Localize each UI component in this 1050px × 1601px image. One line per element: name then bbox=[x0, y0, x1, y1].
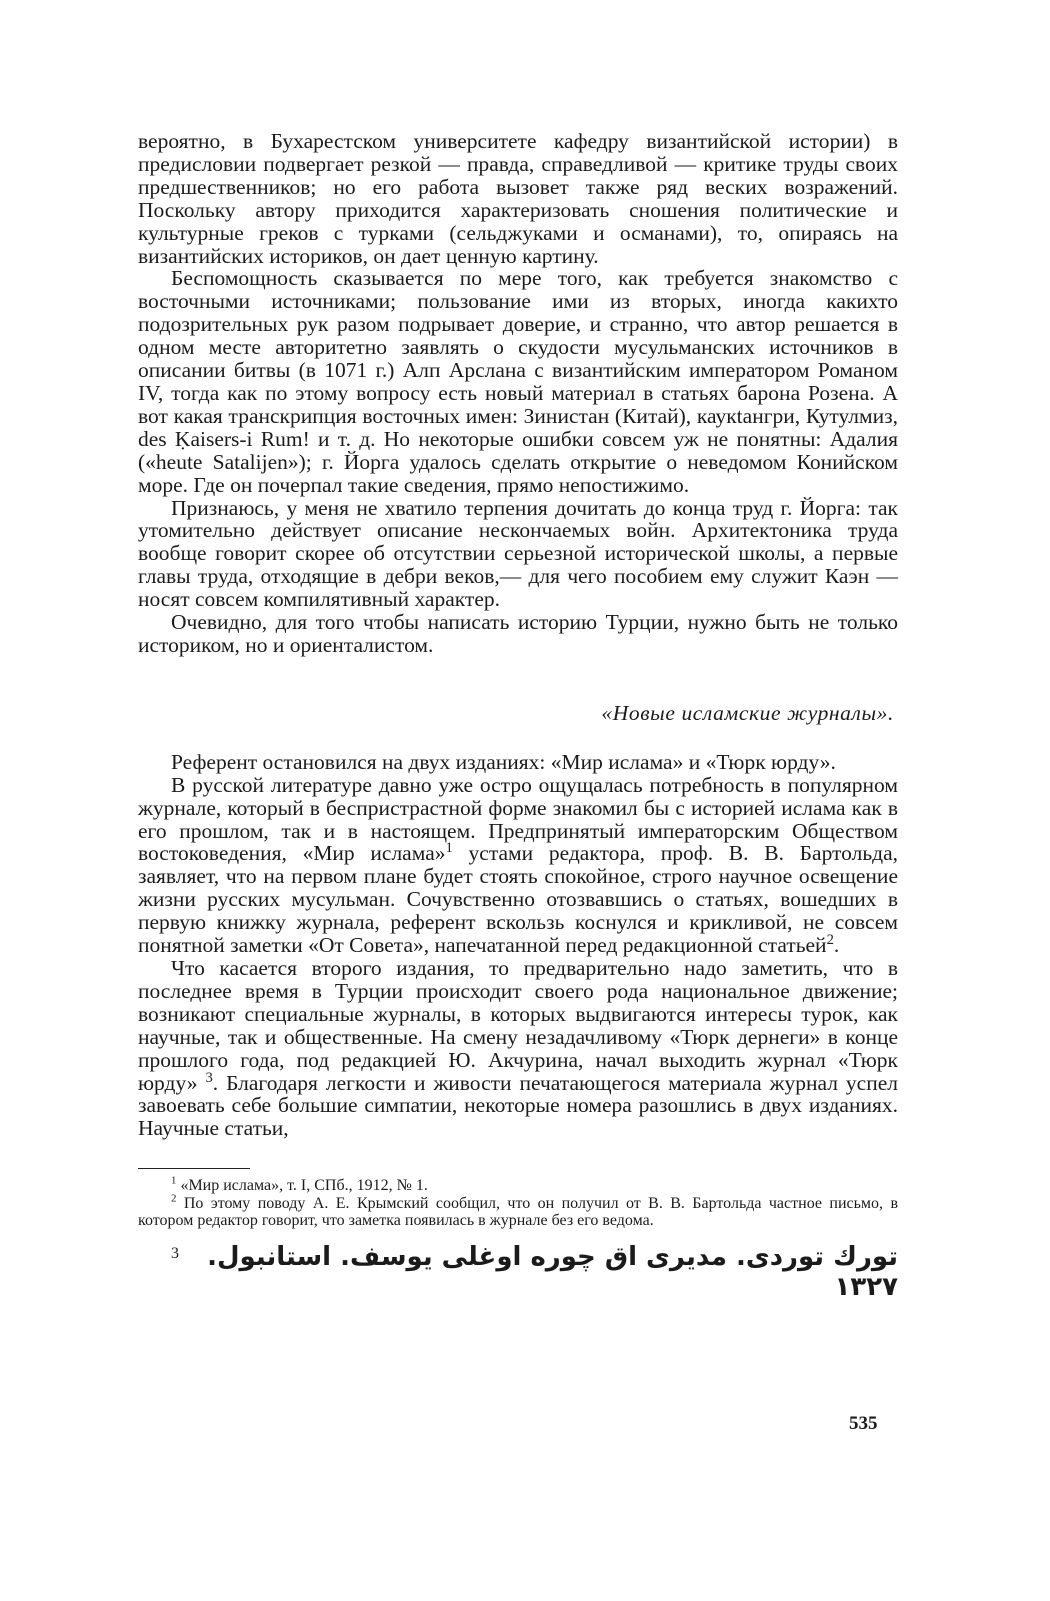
footnote-ref: 2 bbox=[826, 931, 834, 948]
paragraph: В русской литературе давно уже остро ощущалась потребность в популярном журнале, который в беспристрастной форме знакомил бы с историей ислама как в его прошлом, так и в настоящем. Предпринятый императорским Обществом востоковедения, «Мир ислама»$^1$ устами редактора, проф. В. В. Бартольда, заявляет, что на первом плане будет стоять спокойное, строго научное освещение жизни русских мусульман. Сочувственно отозвавшись о статьях, вошедших в первую книжку журнала, референт вскользь коснулся и крикливой, не совсем понятной заметки «От Совета», напечатанной перед редакционной статьей$^2$. bbox=[138, 772, 898, 958]
paragraph: Референт остановился на двух изданиях: «Мир ислама» и «Тюрк юрду». bbox=[171, 749, 836, 774]
paragraph: Очевидно, для того чтобы написать историю Турции, нужно быть не только историком, но и ориенталистом. bbox=[138, 610, 898, 657]
page-number: 535 bbox=[849, 1413, 878, 1434]
footnote-ref: 1 bbox=[445, 840, 453, 857]
section-heading: «Новые исламские журналы». bbox=[601, 700, 894, 725]
footnote bbox=[138, 1174, 898, 1195]
paragraph-text: устами редактора, проф. В. В. Бартольда, заявляет, что на первом плане будет стоять спокойное, строго научное освещение жизни русских мусульман. Сочувственно отозвавшись о статьях, вошедших в первую книжку журнала, референт вскользь коснулся и крикливой, не совсем понятной заметки «От Совета», напечатанной перед редакционной статьей bbox=[138, 841, 898, 958]
footnote-number: 1 bbox=[171, 1174, 177, 1187]
footnote bbox=[138, 1192, 899, 1230]
footnote-arabic bbox=[138, 1242, 898, 1302]
footnote-ref: 3 bbox=[205, 1069, 213, 1086]
paragraph-text: Что касается второго издания, то предварительно надо заметить, что в последнее время в Турции происходит своего рода национальное движение; возникают специальные журналы, в которых выдвигаются интересы турок, как научные, так и общественные. На смену незадачливому «Тюрк дернеги» в конце прошлого года, под редакцией Ю. Акчурина, начал выходить журнал «Тюрк юрду» bbox=[138, 956, 898, 1095]
paragraph: вероятно, в Бухарестском университете кафедру византийской истории) в предисловии подвергает резкой — правда, справедливой — критике труды своих предшественников; но его работа вызовет также ряд веских возражений. Поскольку автору приходится характеризовать сношения политические и культурные греков с турками (сельджуками и османами), то, опираясь на византийских историков, он дает ценную картину. bbox=[138, 129, 898, 268]
page-body bbox=[138, 130, 898, 1302]
footnote-number: 2 bbox=[171, 1192, 177, 1205]
paragraph: Признаюсь, у меня не хватило терпения дочитать до конца труд г. Йорга: так утомительно действует описание нескончаемых войн. Архитектоника труда вообще говорит скорее об отсутствии серьезной исторической школы, а первые главы труда, отходящие в дебри веков,— для чего пособием ему служит Каэн — носят совсем компилятивный характер. bbox=[138, 495, 898, 612]
footnote-divider bbox=[138, 1168, 250, 1169]
footnote-number: 3 bbox=[171, 1244, 179, 1262]
paragraph-text: В русской литературе давно уже остро ощущалась потребность в популярном журнале, который в беспристрастной форме знакомил бы с историей ислама как в его прошлом, так и в настоящем. Предпринятый императорским Обществом востоковедения, «Мир ислама» bbox=[138, 772, 898, 866]
footnote-arabic-text: تورك توردى. مديرى اق چوره اوغلى يوسف. استانبول. ١٣٢٧ bbox=[207, 1241, 898, 1302]
paragraph bbox=[138, 957, 898, 1140]
paragraph: Беспомощность сказывается по мере того, как требуется знакомство с восточными источниками; пользование ими из вторых, иногда какихто подозрительных рук разом подрывает доверие, и странно, что автор решается в одном месте авторитетно заявлять о скудости мусульманских источников в описании битвы (в 1071 г.) Алп Арслана с византийским императором Романом IV, тогда как по этому вопросу есть новый материал в статьях барона Розена. А вот какая транскрипция восточных имен: Зинистан (Китай), каукtангри, Кутулмиз, des Ḳaisers-i Rum! и т. д. Но некоторые ошибки совсем уж не понятны: Адалия («heute Satalijen»); г. Йорга удалось сделать открытие о неведомом Конийском море. Где он почерпал такие сведения, прямо непостижимо. bbox=[138, 266, 898, 497]
paragraph-text: . Благодаря легкости и живости печатающегося материала журнал успел завоевать себе большие симпатии, некоторые номера разошлись в двух изданиях. Научные статьи, bbox=[138, 1070, 898, 1141]
footnote-text: «Мир ислама», т. I, СПб., 1912, № 1. bbox=[180, 1177, 428, 1195]
footnote-text: По этому поводу А. Е. Крымский сообщил, что он получил от В. В. Бартольда частное письмо, в котором редактор говорит, что заметка появилась в журнале без его ведома. bbox=[138, 1194, 899, 1230]
